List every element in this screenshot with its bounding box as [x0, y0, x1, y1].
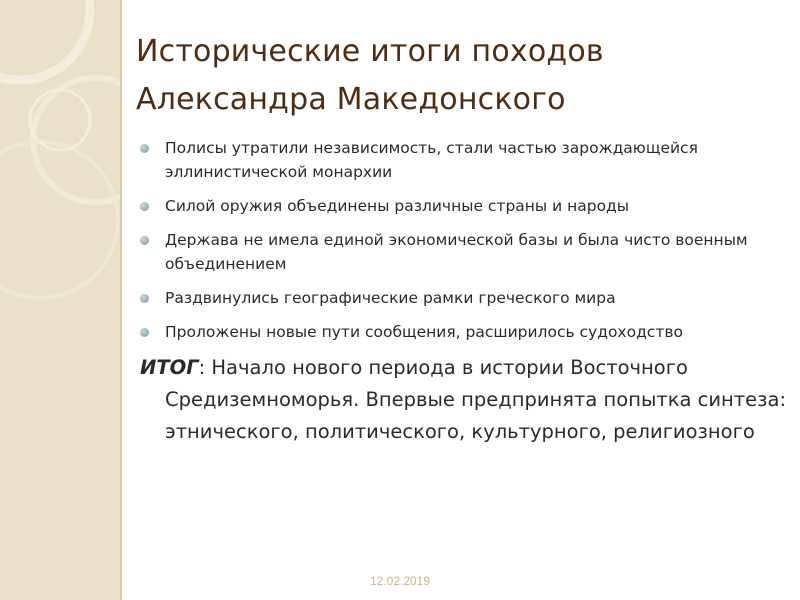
bullet-icon: [140, 294, 149, 303]
bullet-icon: [140, 328, 149, 337]
decorative-rings-icon: [0, 0, 120, 600]
list-item: [140, 286, 780, 310]
summary-text: : Начало нового периода в истории Восточного Средиземноморья. Впервые предпринята попытка синтеза: этнического, политического, культурного, религиозного: [165, 356, 787, 443]
bullet-icon: [140, 236, 149, 245]
bullet-icon: [140, 144, 149, 153]
bullet-text: Держава не имела единой экономической базы и была чисто военным объединением: [165, 231, 748, 273]
panel-divider: [120, 0, 122, 600]
title-line-2: Александра Македонского: [136, 82, 566, 117]
bullet-text: Проложены новые пути сообщения, расширилось судоходство: [165, 323, 683, 341]
summary-label: ИТОГ: [140, 356, 199, 379]
bullet-icon: [140, 202, 149, 211]
list-item: [140, 320, 780, 344]
bullet-text: Полисы утратили независимость, стали частью зарождающейся эллинистической монархии: [165, 139, 698, 181]
list-item: [140, 136, 780, 184]
bullet-list: [140, 136, 780, 354]
bullet-text: Силой оружия объединены различные страны и народы: [165, 197, 630, 215]
footer-date: 12.02.2019: [369, 574, 431, 588]
bullet-text: Раздвинулись географические рамки греческого мира: [165, 289, 616, 307]
summary-paragraph: [140, 352, 800, 448]
decorative-side-panel: [0, 0, 120, 600]
list-item: [140, 194, 780, 218]
title-line-1: Исторические итоги походов: [136, 34, 604, 69]
list-item: [140, 228, 780, 276]
slide-title: [136, 28, 776, 124]
